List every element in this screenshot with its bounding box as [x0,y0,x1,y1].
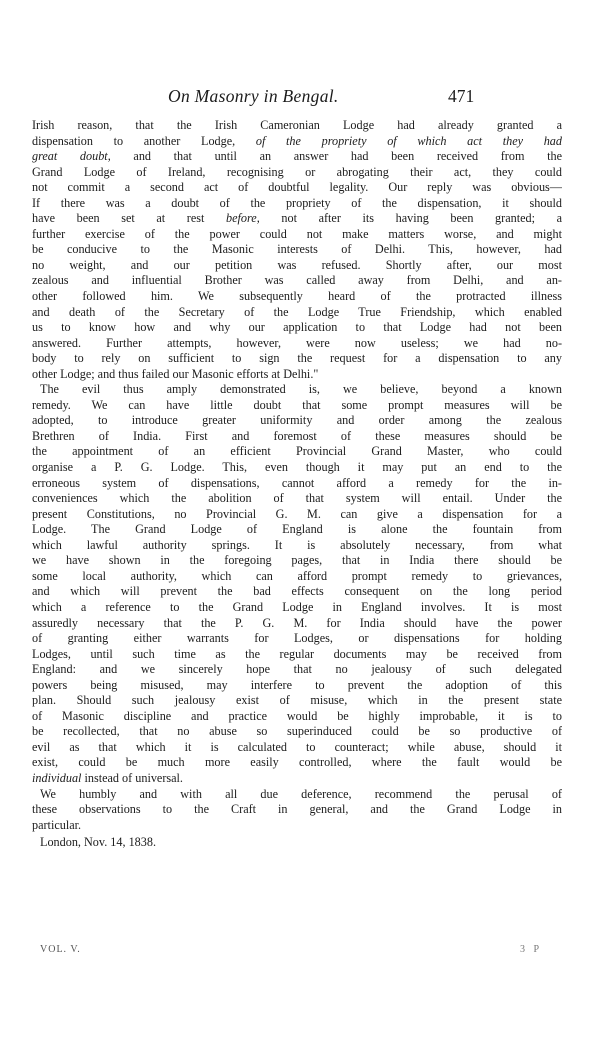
text-line: particular. [32,817,82,832]
text-line: us to know how and why our application to that Lodge had not been [32,320,562,335]
text-line: which lawful authority springs. It is absolutely necessary, from what [32,537,562,552]
text-line: organise a P. G. Lodge. This, even though it may put an end to the [32,460,562,475]
text-line: We humbly and with all due deference, recommend the perusal of [40,786,562,801]
page-footer [0,944,592,958]
text-line: which a reference to the Grand Lodge in England involves. It is most [32,599,562,614]
text-line: adopted, to introduce greater uniformity and order among the zealous [32,413,562,428]
text-line: England: and we sincerely hope that no jealousy of such delegated [32,662,562,677]
text-line: individual instead of universal. [32,770,183,785]
running-title: On Masonry in Bengal. [168,86,339,106]
text-line: other Lodge; and thus failed our Masonic efforts at Delhi." [32,366,319,381]
text-line: Lodges, until such time as the regular documents may be received from [32,646,562,661]
text-line: answered. Further attempts, however, were now useless; we had no- [32,335,562,350]
text-line: body to rely on sufficient to sign the request for a dispensation to any [32,351,562,366]
text-line: these observations to the Craft in general, and the Grand Lodge in [32,802,562,817]
text-line: conveniences which the abolition of that system will entail. Under the [32,491,562,506]
page-number: 471 [448,86,475,106]
text-line: plan. Should such jealousy exist of misuse, which in the present state [32,693,562,708]
text-line: no weight, and our petition was refused. Shortly after, our most [32,257,562,272]
text-line: have been set at rest before, not after its having been granted; a [32,211,562,226]
text-line: Grand Lodge of Ireland, recognising or abrogating their act, they could [32,164,562,179]
text-line: and death of the Secretary of the Lodge True Friendship, which enabled [32,304,562,319]
text-line: we have shown in the foregoing pages, that in India there should be [32,553,562,568]
text-line: powers being misused, may interfere to prevent the adoption of this [32,677,562,692]
text-line: erroneous system of dispensations, cannot afford a remedy for the in- [32,475,562,490]
text-line: great doubt, and that until an answer had been received from the [32,149,562,164]
text-line: the appointment of an efficient Provincial Grand Master, who could [32,444,562,459]
text-line: remedy. We can have little doubt that some prompt measures will be [32,397,562,412]
text-line: Lodge. The Grand Lodge of England is alone the fountain from [32,522,562,537]
text-line: other followed him. We subsequently heard of the protracted illness [32,289,562,304]
text-line: The evil thus amply demonstrated is, we believe, beyond a known [40,382,562,397]
text-line: present Constitutions, no Provincial G. M. can give a dispensation for a [32,506,562,521]
text-line: some local authority, which can afford prompt remedy to grievances, [32,568,562,583]
text-line: Brethren of India. First and foremost of these measures should be [32,428,562,443]
text-line: be conducive to the Masonic interests of Delhi. This, however, had [32,242,562,257]
text-line: be recollected, that no abuse so superinduced could be so productive of [32,724,562,739]
text-line: exist, could be much more easily controlled, where the fault would be [32,755,562,770]
text-line: dispensation to another Lodge, of the propriety of which act they had [32,133,562,148]
body-text [32,118,562,851]
volume-mark: VOL. V. [40,944,81,955]
text-line: assuredly necessary that the P. G. M. for India should have the power [32,615,562,630]
text-line: not commit a second act of doubtful legality. Our reply was obvious— [32,180,562,195]
text-line: zealous and influential Brother was called away from Delhi, and an- [32,273,562,288]
text-line: of granting either warrants for Lodges, or dispensations for holding [32,631,562,646]
text-line: of Masonic discipline and practice would be highly improbable, it is to [32,708,562,723]
text-line: and which will prevent the bad effects consequent on the long period [32,584,562,599]
text-line: Irish reason, that the Irish Cameronian Lodge had already granted a [32,118,562,132]
text-line: further exercise of the power could not make matters worse, and might [32,226,562,241]
dateline: London, Nov. 14, 1838. [40,835,157,850]
signature-mark: 3 P [520,944,543,955]
text-line: If there was a doubt of the propriety of the dispensation, it should [32,195,562,210]
running-head [0,86,592,108]
text-line: evil as that which it is calculated to counteract; while abuse, should it [32,739,562,754]
